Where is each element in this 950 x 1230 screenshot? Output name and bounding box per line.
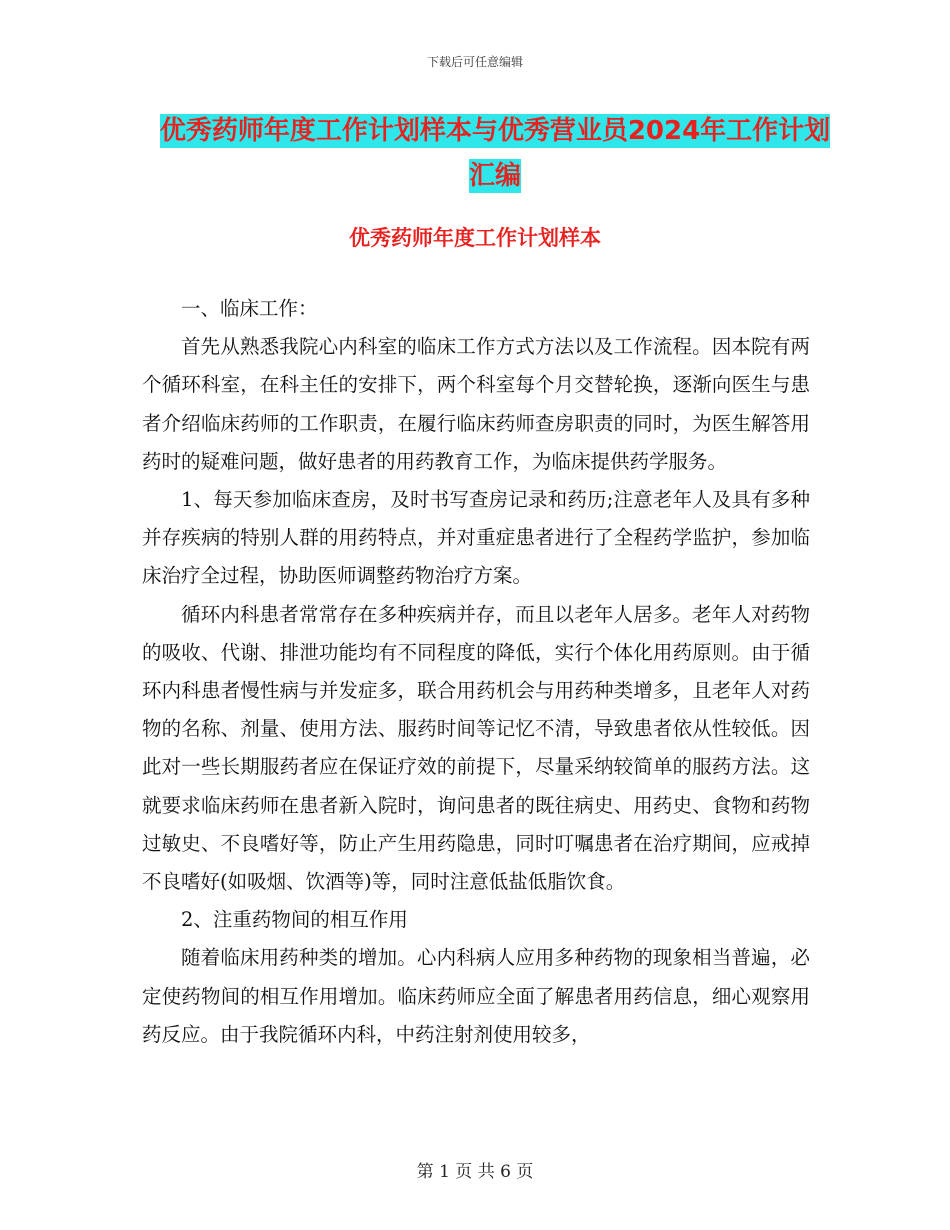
page-number-footer: 第 1 页 共 6 页 bbox=[416, 1162, 534, 1182]
main-title-text: 优秀药师年度工作计划样本与优秀营业员2024年工作计划汇编 bbox=[159, 116, 831, 191]
document-main-title bbox=[150, 109, 840, 199]
document-body bbox=[142, 290, 810, 1054]
section-title: 优秀药师年度工作计划样本 bbox=[349, 226, 601, 250]
paragraph-drug-interaction: 随着临床用药种类的增加。心内科病人应用多种药物的现象相当普遍，必定使药物间的相互作用增加。临床药师应全面了解患者用药信息，细心观察用药反应。由于我院循环内科，中药注射剂使用较多， bbox=[142, 946, 810, 1046]
paragraph-drug-interaction-heading: 2、注重药物间的相互作用 bbox=[181, 908, 408, 932]
paragraph-daily-rounds: 1、每天参加临床查房，及时书写查房记录和药历;注意老年人及具有多种并存疾病的特别人群的用药特点，并对重症患者进行了全程药学监护，参加临床治疗全过程，协助医师调整药物治疗方案。 bbox=[142, 488, 810, 588]
paragraph-elderly-patients: 循环内科患者常常存在多种疾病并存，而且以老年人居多。老年人对药物的吸收、代谢、排泄功能均有不同程度的降低，实行个体化用药原则。由于循环内科患者慢性病与并发症多，联合用药机会与用药种类增多，且老年人对药物的名称、剂量、使用方法、服药时间等记忆不清，导致患者依从性较低。因此对一些长期服药者应在保证疗效的前提下，尽量采纳较简单的服药方法。这就要求临床药师在患者新入院时，询问患者的既往病史、用药史、食物和药物过敏史、不良嗜好等，防止产生用药隐患，同时叮嘱患者在治疗期间，应戒掉不良嗜好(如吸烟、饮酒等)等，同时注意低盐低脂饮食。 bbox=[142, 602, 810, 894]
paragraph-intro: 首先从熟悉我院心内科室的临床工作方式方法以及工作流程。因本院有两个循环科室，在科主任的安排下，两个科室每个月交替轮换，逐渐向医生与患者介绍临床药师的工作职责，在履行临床药师查房职责的同时，为医生解答用药时的疑难问题，做好患者的用药教育工作，为临床提供药学服务。 bbox=[142, 335, 810, 473]
page-header-note: 下载后可任意编辑 bbox=[426, 55, 523, 69]
paragraph-clinical-work-heading: 一、临床工作： bbox=[181, 297, 318, 320]
